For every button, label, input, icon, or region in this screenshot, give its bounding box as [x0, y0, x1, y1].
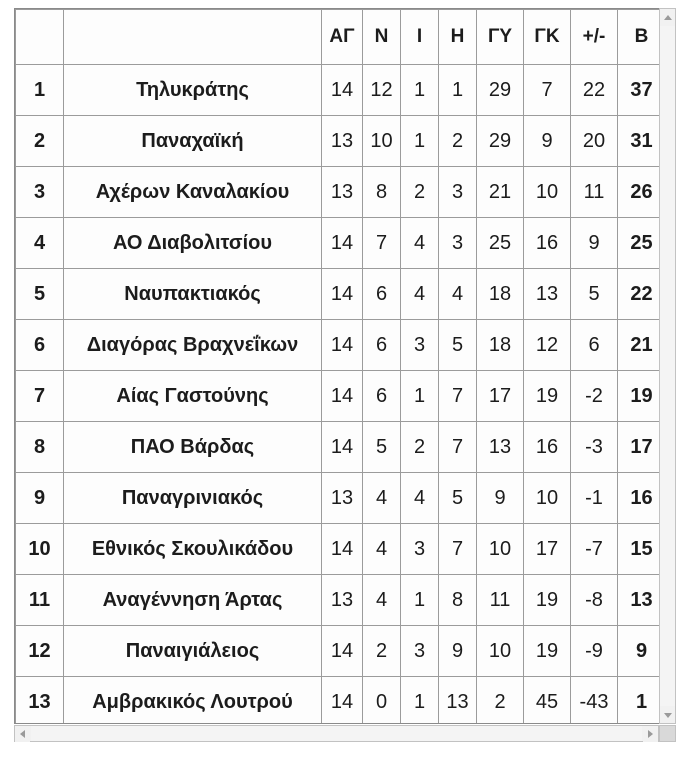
table-row[interactable] [16, 524, 660, 575]
cell-drawn: 1 [401, 371, 439, 422]
cell-goal-difference: 6 [571, 320, 618, 371]
cell-points: 31 [618, 116, 660, 167]
cell-points: 25 [618, 218, 660, 269]
cell-points: 22 [618, 269, 660, 320]
table-row[interactable] [16, 269, 660, 320]
cell-goals-for: 10 [477, 524, 524, 575]
horizontal-scroll-track[interactable] [31, 726, 642, 741]
league-standings-table [15, 9, 659, 724]
cell-position: 12 [16, 626, 64, 677]
cell-played: 14 [322, 524, 363, 575]
cell-goal-difference: 9 [571, 218, 618, 269]
cell-played: 14 [322, 626, 363, 677]
cell-won: 6 [363, 320, 401, 371]
cell-drawn: 1 [401, 65, 439, 116]
cell-points: 16 [618, 473, 660, 524]
scrollbar-corner [659, 725, 676, 742]
cell-lost: 4 [439, 269, 477, 320]
table-row[interactable] [16, 167, 660, 218]
cell-won: 5 [363, 422, 401, 473]
table-row[interactable] [16, 65, 660, 116]
cell-played: 14 [322, 269, 363, 320]
scroll-left-arrow-icon[interactable] [15, 726, 30, 742]
cell-lost: 5 [439, 473, 477, 524]
cell-lost: 3 [439, 167, 477, 218]
cell-points: 15 [618, 524, 660, 575]
cell-goals-for: 18 [477, 269, 524, 320]
cell-team-name: Αμβρακικός Λουτρού [64, 677, 322, 725]
cell-team-name: Αναγέννηση Άρτας [64, 575, 322, 626]
cell-goals-against: 45 [524, 677, 571, 725]
cell-played: 13 [322, 167, 363, 218]
cell-goals-against: 9 [524, 116, 571, 167]
cell-goals-for: 11 [477, 575, 524, 626]
arrow-left-glyph [20, 730, 25, 738]
cell-goals-against: 12 [524, 320, 571, 371]
cell-played: 13 [322, 575, 363, 626]
cell-team-name: Παναιγιάλειος [64, 626, 322, 677]
cell-team-name: ΑΟ Διαβολιτσίου [64, 218, 322, 269]
cell-points: 26 [618, 167, 660, 218]
cell-won: 8 [363, 167, 401, 218]
cell-points: 13 [618, 575, 660, 626]
scroll-right-arrow-icon[interactable] [643, 726, 658, 742]
cell-played: 14 [322, 65, 363, 116]
vertical-scroll-track[interactable] [660, 26, 675, 706]
cell-goals-against: 17 [524, 524, 571, 575]
cell-drawn: 3 [401, 320, 439, 371]
table-row[interactable] [16, 218, 660, 269]
table-header [16, 10, 660, 65]
cell-won: 10 [363, 116, 401, 167]
table-row[interactable] [16, 677, 660, 725]
cell-goals-for: 18 [477, 320, 524, 371]
cell-lost: 7 [439, 422, 477, 473]
table-row[interactable] [16, 473, 660, 524]
cell-goals-for: 25 [477, 218, 524, 269]
header-goals-against: ΓΚ [524, 10, 571, 65]
arrow-down-glyph [664, 713, 672, 718]
table-row[interactable] [16, 371, 660, 422]
vertical-scrollbar[interactable] [659, 8, 676, 724]
cell-goals-for: 13 [477, 422, 524, 473]
cell-goals-for: 9 [477, 473, 524, 524]
header-lost: Η [439, 10, 477, 65]
cell-lost: 13 [439, 677, 477, 725]
cell-drawn: 1 [401, 575, 439, 626]
cell-won: 4 [363, 524, 401, 575]
cell-position: 4 [16, 218, 64, 269]
cell-team-name: Εθνικός Σκουλικάδου [64, 524, 322, 575]
cell-played: 14 [322, 320, 363, 371]
cell-goal-difference: -2 [571, 371, 618, 422]
cell-team-name: Τηλυκράτης [64, 65, 322, 116]
cell-played: 14 [322, 218, 363, 269]
cell-position: 11 [16, 575, 64, 626]
cell-position: 2 [16, 116, 64, 167]
cell-team-name: Αχέρων Καναλακίου [64, 167, 322, 218]
cell-points: 9 [618, 626, 660, 677]
cell-drawn: 4 [401, 218, 439, 269]
table-row[interactable] [16, 320, 660, 371]
cell-goals-against: 7 [524, 65, 571, 116]
cell-played: 13 [322, 473, 363, 524]
arrow-right-glyph [648, 730, 653, 738]
cell-goal-difference: 22 [571, 65, 618, 116]
cell-team-name: Διαγόρας Βραχνεΐκων [64, 320, 322, 371]
cell-team-name: Παναχαϊκή [64, 116, 322, 167]
cell-lost: 5 [439, 320, 477, 371]
cell-goals-against: 19 [524, 371, 571, 422]
standings-table-viewport [14, 8, 659, 724]
cell-won: 7 [363, 218, 401, 269]
cell-drawn: 4 [401, 473, 439, 524]
cell-position: 9 [16, 473, 64, 524]
cell-goal-difference: -9 [571, 626, 618, 677]
cell-lost: 2 [439, 116, 477, 167]
cell-lost: 1 [439, 65, 477, 116]
header-goal-difference: +/- [571, 10, 618, 65]
header-played: ΑΓ [322, 10, 363, 65]
cell-position: 5 [16, 269, 64, 320]
cell-won: 4 [363, 473, 401, 524]
header-goals-for: ΓΥ [477, 10, 524, 65]
cell-goal-difference: -7 [571, 524, 618, 575]
cell-won: 6 [363, 269, 401, 320]
cell-goals-against: 16 [524, 422, 571, 473]
cell-drawn: 1 [401, 116, 439, 167]
cell-goals-against: 19 [524, 626, 571, 677]
cell-goals-for: 21 [477, 167, 524, 218]
cell-lost: 7 [439, 524, 477, 575]
scroll-up-arrow-icon[interactable] [660, 9, 675, 25]
header-points: Β [618, 10, 660, 65]
table-row[interactable] [16, 422, 660, 473]
cell-played: 14 [322, 422, 363, 473]
cell-goals-for: 29 [477, 116, 524, 167]
cell-goal-difference: 5 [571, 269, 618, 320]
cell-points: 21 [618, 320, 660, 371]
cell-goals-for: 29 [477, 65, 524, 116]
cell-goal-difference: 11 [571, 167, 618, 218]
cell-points: 1 [618, 677, 660, 725]
cell-points: 17 [618, 422, 660, 473]
cell-goals-against: 16 [524, 218, 571, 269]
cell-drawn: 3 [401, 626, 439, 677]
cell-goals-for: 2 [477, 677, 524, 725]
header-drawn: Ι [401, 10, 439, 65]
cell-goals-for: 10 [477, 626, 524, 677]
cell-goals-against: 13 [524, 269, 571, 320]
cell-goal-difference: -43 [571, 677, 618, 725]
cell-goals-against: 19 [524, 575, 571, 626]
header-won: Ν [363, 10, 401, 65]
header-position [16, 10, 64, 65]
cell-won: 4 [363, 575, 401, 626]
cell-won: 0 [363, 677, 401, 725]
cell-lost: 3 [439, 218, 477, 269]
cell-goal-difference: -8 [571, 575, 618, 626]
table-row[interactable] [16, 575, 660, 626]
cell-team-name: Αίας Γαστούνης [64, 371, 322, 422]
cell-position: 13 [16, 677, 64, 725]
cell-position: 1 [16, 65, 64, 116]
cell-goal-difference: -3 [571, 422, 618, 473]
cell-position: 8 [16, 422, 64, 473]
cell-won: 2 [363, 626, 401, 677]
cell-drawn: 4 [401, 269, 439, 320]
standings-scroll-host [14, 8, 682, 748]
arrow-up-glyph [664, 15, 672, 20]
cell-played: 14 [322, 371, 363, 422]
cell-position: 6 [16, 320, 64, 371]
header-row [16, 10, 660, 65]
cell-position: 7 [16, 371, 64, 422]
cell-drawn: 3 [401, 524, 439, 575]
cell-position: 10 [16, 524, 64, 575]
cell-drawn: 1 [401, 677, 439, 725]
cell-played: 13 [322, 116, 363, 167]
cell-team-name: Παναγρινιακός [64, 473, 322, 524]
header-team [64, 10, 322, 65]
cell-played: 14 [322, 677, 363, 725]
cell-drawn: 2 [401, 167, 439, 218]
cell-drawn: 2 [401, 422, 439, 473]
cell-goals-against: 10 [524, 167, 571, 218]
table-row[interactable] [16, 626, 660, 677]
cell-goals-against: 10 [524, 473, 571, 524]
cell-points: 19 [618, 371, 660, 422]
cell-goal-difference: -1 [571, 473, 618, 524]
cell-goals-for: 17 [477, 371, 524, 422]
table-body [16, 65, 660, 725]
cell-team-name: ΠΑΟ Βάρδας [64, 422, 322, 473]
cell-points: 37 [618, 65, 660, 116]
cell-goal-difference: 20 [571, 116, 618, 167]
cell-position: 3 [16, 167, 64, 218]
table-row[interactable] [16, 116, 660, 167]
cell-lost: 7 [439, 371, 477, 422]
scroll-down-arrow-icon[interactable] [660, 707, 675, 723]
cell-won: 6 [363, 371, 401, 422]
cell-team-name: Ναυπακτιακός [64, 269, 322, 320]
cell-lost: 8 [439, 575, 477, 626]
horizontal-scrollbar[interactable] [14, 725, 659, 742]
cell-won: 12 [363, 65, 401, 116]
cell-lost: 9 [439, 626, 477, 677]
